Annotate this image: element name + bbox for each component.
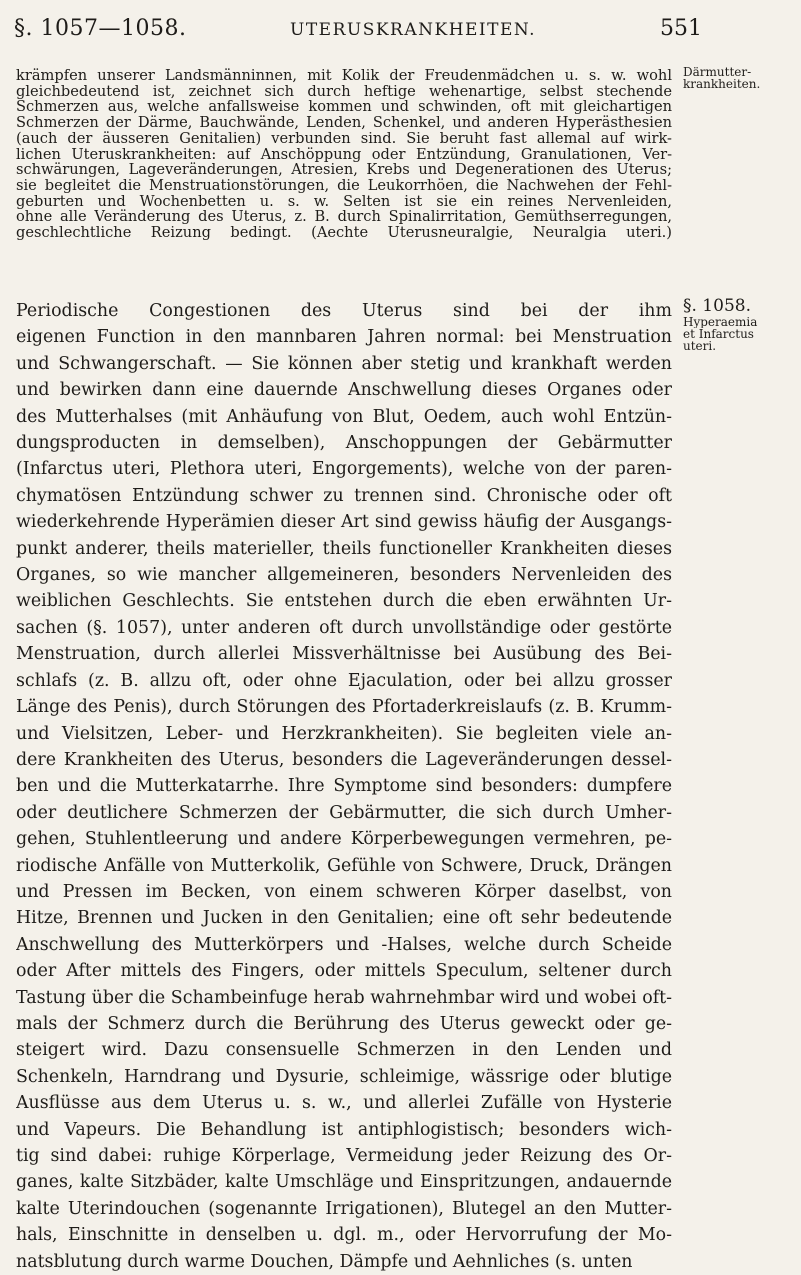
text-line: des Mutterhalses (mit Anhäufung von Blut, Oedem, auch wohl Entzün- [16,406,672,427]
text-line: hals, Einschnitte in denselben u. dgl. m., oder Hervorrufung der Mo- [16,1225,672,1246]
page-header [0,16,801,56]
text-line: schwärungen, Lageveränderungen, Atresien, Krebs und Degenerationen des Uterus; [16,162,672,178]
text-line: Tastung über die Schambeinfuge herab wahrnehmbar wird und wobei oft- [16,987,672,1008]
text-line: Schmerzen aus, welche anfallsweise kommen und schwinden, oft mit gleichartigen [16,99,672,116]
margin-note-line: §. 1058. [683,296,751,316]
text-line: Menstruation, durch allerlei Missverhältnisse bei Ausübung des Bei- [16,644,672,665]
text-line: Anschwellung des Mutterkörpers und -Halses, welche durch Scheide [16,934,672,955]
page-number: 551 [660,16,702,41]
text-line: gehen, Stuhlentleerung und andere Körperbewegungen vermehren, pe- [16,829,672,850]
text-line: und Pressen im Becken, von einem schweren Körper daselbst, von [16,881,672,902]
text-line: natsblutung durch warme Douchen, Dämpfe und Aehnliches (s. unten [16,1251,633,1272]
text-line: und bewirken dann eine dauernde Anschwellung dieses Organes oder [16,380,672,401]
text-line: und Vapeurs. Die Behandlung ist antiphlogistisch; besonders wich- [16,1119,672,1140]
text-line: (Infarctus uteri, Plethora uteri, Engorgements), welche von der paren- [16,459,672,480]
text-line: ohne alle Veränderung des Uterus, z. B. durch Spinalirritation, Gemüthserregungen, [16,209,672,226]
text-line: lichen Uteruskrankheiten: auf Anschöppung oder Entzündung, Granulationen, Ver- [16,146,672,163]
text-line: tig sind dabei: ruhige Körperlage, Vermeidung jeder Reizung des Or- [16,1146,672,1166]
text-line: ganes, kalte Sitzbäder, kalte Umschläge und Einspritzungen, andauernde [16,1172,672,1193]
margin-note-line: uteri. [683,340,717,352]
text-line: und Schwangerschaft. — Sie können aber stetig und krankhaft werden [16,353,672,374]
text-line: sachen (§. 1057), unter anderen oft durch unvollständige oder gestörte [16,617,672,638]
text-line: steigert wird. Dazu consensuelle Schmerzen in den Lenden und [16,1040,672,1061]
text-line: dungsproducten in demselben), Anschoppungen der Gebärmutter [16,433,672,454]
text-line: kalte Uterindouchen (sogenannte Irrigationen), Blutegel an den Mutter- [16,1198,672,1219]
text-line: sie begleitet die Menstruationstörungen, die Leukorrhöen, die Nachwehen der Fehl- [16,177,672,194]
text-line: riodische Anfälle von Mutterkolik, Gefühle von Schwere, Druck, Drängen [16,855,672,876]
text-line: gleichbedeutend ist, zeichnet sich durch heftige wehenartige, selbst stechende [16,83,672,100]
text-line: punkt anderer, theils materieller, theils functioneller Krankheiten dieses [16,538,672,559]
margin-note-line: Därmutter- [683,66,752,78]
margin-note-line: krankheiten. [683,78,761,90]
text-line: weiblichen Geschlechts. Sie entstehen durch die eben erwähnten Ur- [16,591,672,612]
margin-note-1 [683,66,799,90]
text-line: mals der Schmerz durch die Berührung des Uterus geweckt oder ge- [16,1013,672,1034]
section-reference: §. 1057—1058. [14,16,187,41]
paragraph-uterine-neuralgia [16,68,672,241]
text-line: Ausflüsse aus dem Uterus u. s. w., und allerlei Zufälle von Hysterie [16,1093,672,1114]
text-line: geschlechtliche Reizung bedingt. (Aechte Uterusneuralgie, Neuralgia uteri.) [16,225,672,241]
text-line: wiederkehrende Hyperämien dieser Art sind gewiss häufig der Ausgangs- [16,512,672,533]
text-line: Länge des Penis), durch Störungen des Pfortaderkreislaufs (z. B. Krumm- [16,697,672,718]
running-title: UTERUSKRANKHEITEN. [290,20,537,40]
margin-note-line: Hyperaemia [683,316,758,328]
text-line: und Vielsitzen, Leber- und Herzkrankheiten). Sie begleiten viele an- [16,723,672,744]
text-line: Schmerzen der Därme, Bauchwände, Lenden, Schenkel, und anderen Hyperästhesien [16,115,672,131]
text-line: Periodische Congestionen des Uterus sind bei der ihm [16,301,672,321]
text-line: ben und die Mutterkatarrhe. Ihre Symptome sind besonders: dumpfere [16,776,672,797]
text-line: schlafs (z. B. allzu oft, oder ohne Ejaculation, oder bei allzu grosser [16,670,672,691]
text-line: (auch der äusseren Genitalien) verbunden sind. Sie beruht fast allemal auf wirk- [16,130,672,147]
text-line: krämpfen unserer Landsmänninnen, mit Kolik der Freudenmädchen u. s. w. wohl [16,68,672,84]
text-line: oder After mittels des Fingers, oder mittels Speculum, seltener durch [16,961,672,982]
text-line: geburten und Wochenbetten u. s. w. Selten ist sie ein reines Nervenleiden, [16,193,672,210]
text-line: Organes, so wie mancher allgemeineren, besonders Nervenleiden des [16,565,672,586]
text-line: chymatösen Entzündung schwer zu trennen sind. Chronische oder oft [16,485,672,506]
text-line: Schenkeln, Harndrang und Dysurie, schleimige, wässrige oder blutige [16,1066,672,1087]
margin-note-2 [683,296,799,352]
text-line: dere Krankheiten des Uterus, besonders die Lageveränderungen dessel- [16,749,672,770]
paragraph-periodic-congestions [16,298,672,1275]
text-line: oder deutlichere Schmerzen der Gebärmutter, die sich durch Umher- [16,802,672,823]
margin-note-line: et Infarctus [683,328,754,340]
text-line: eigenen Function in den mannbaren Jahren normal: bei Menstruation [16,327,672,348]
text-line: Hitze, Brennen und Jucken in den Genitalien; eine oft sehr bedeutende [16,908,672,929]
